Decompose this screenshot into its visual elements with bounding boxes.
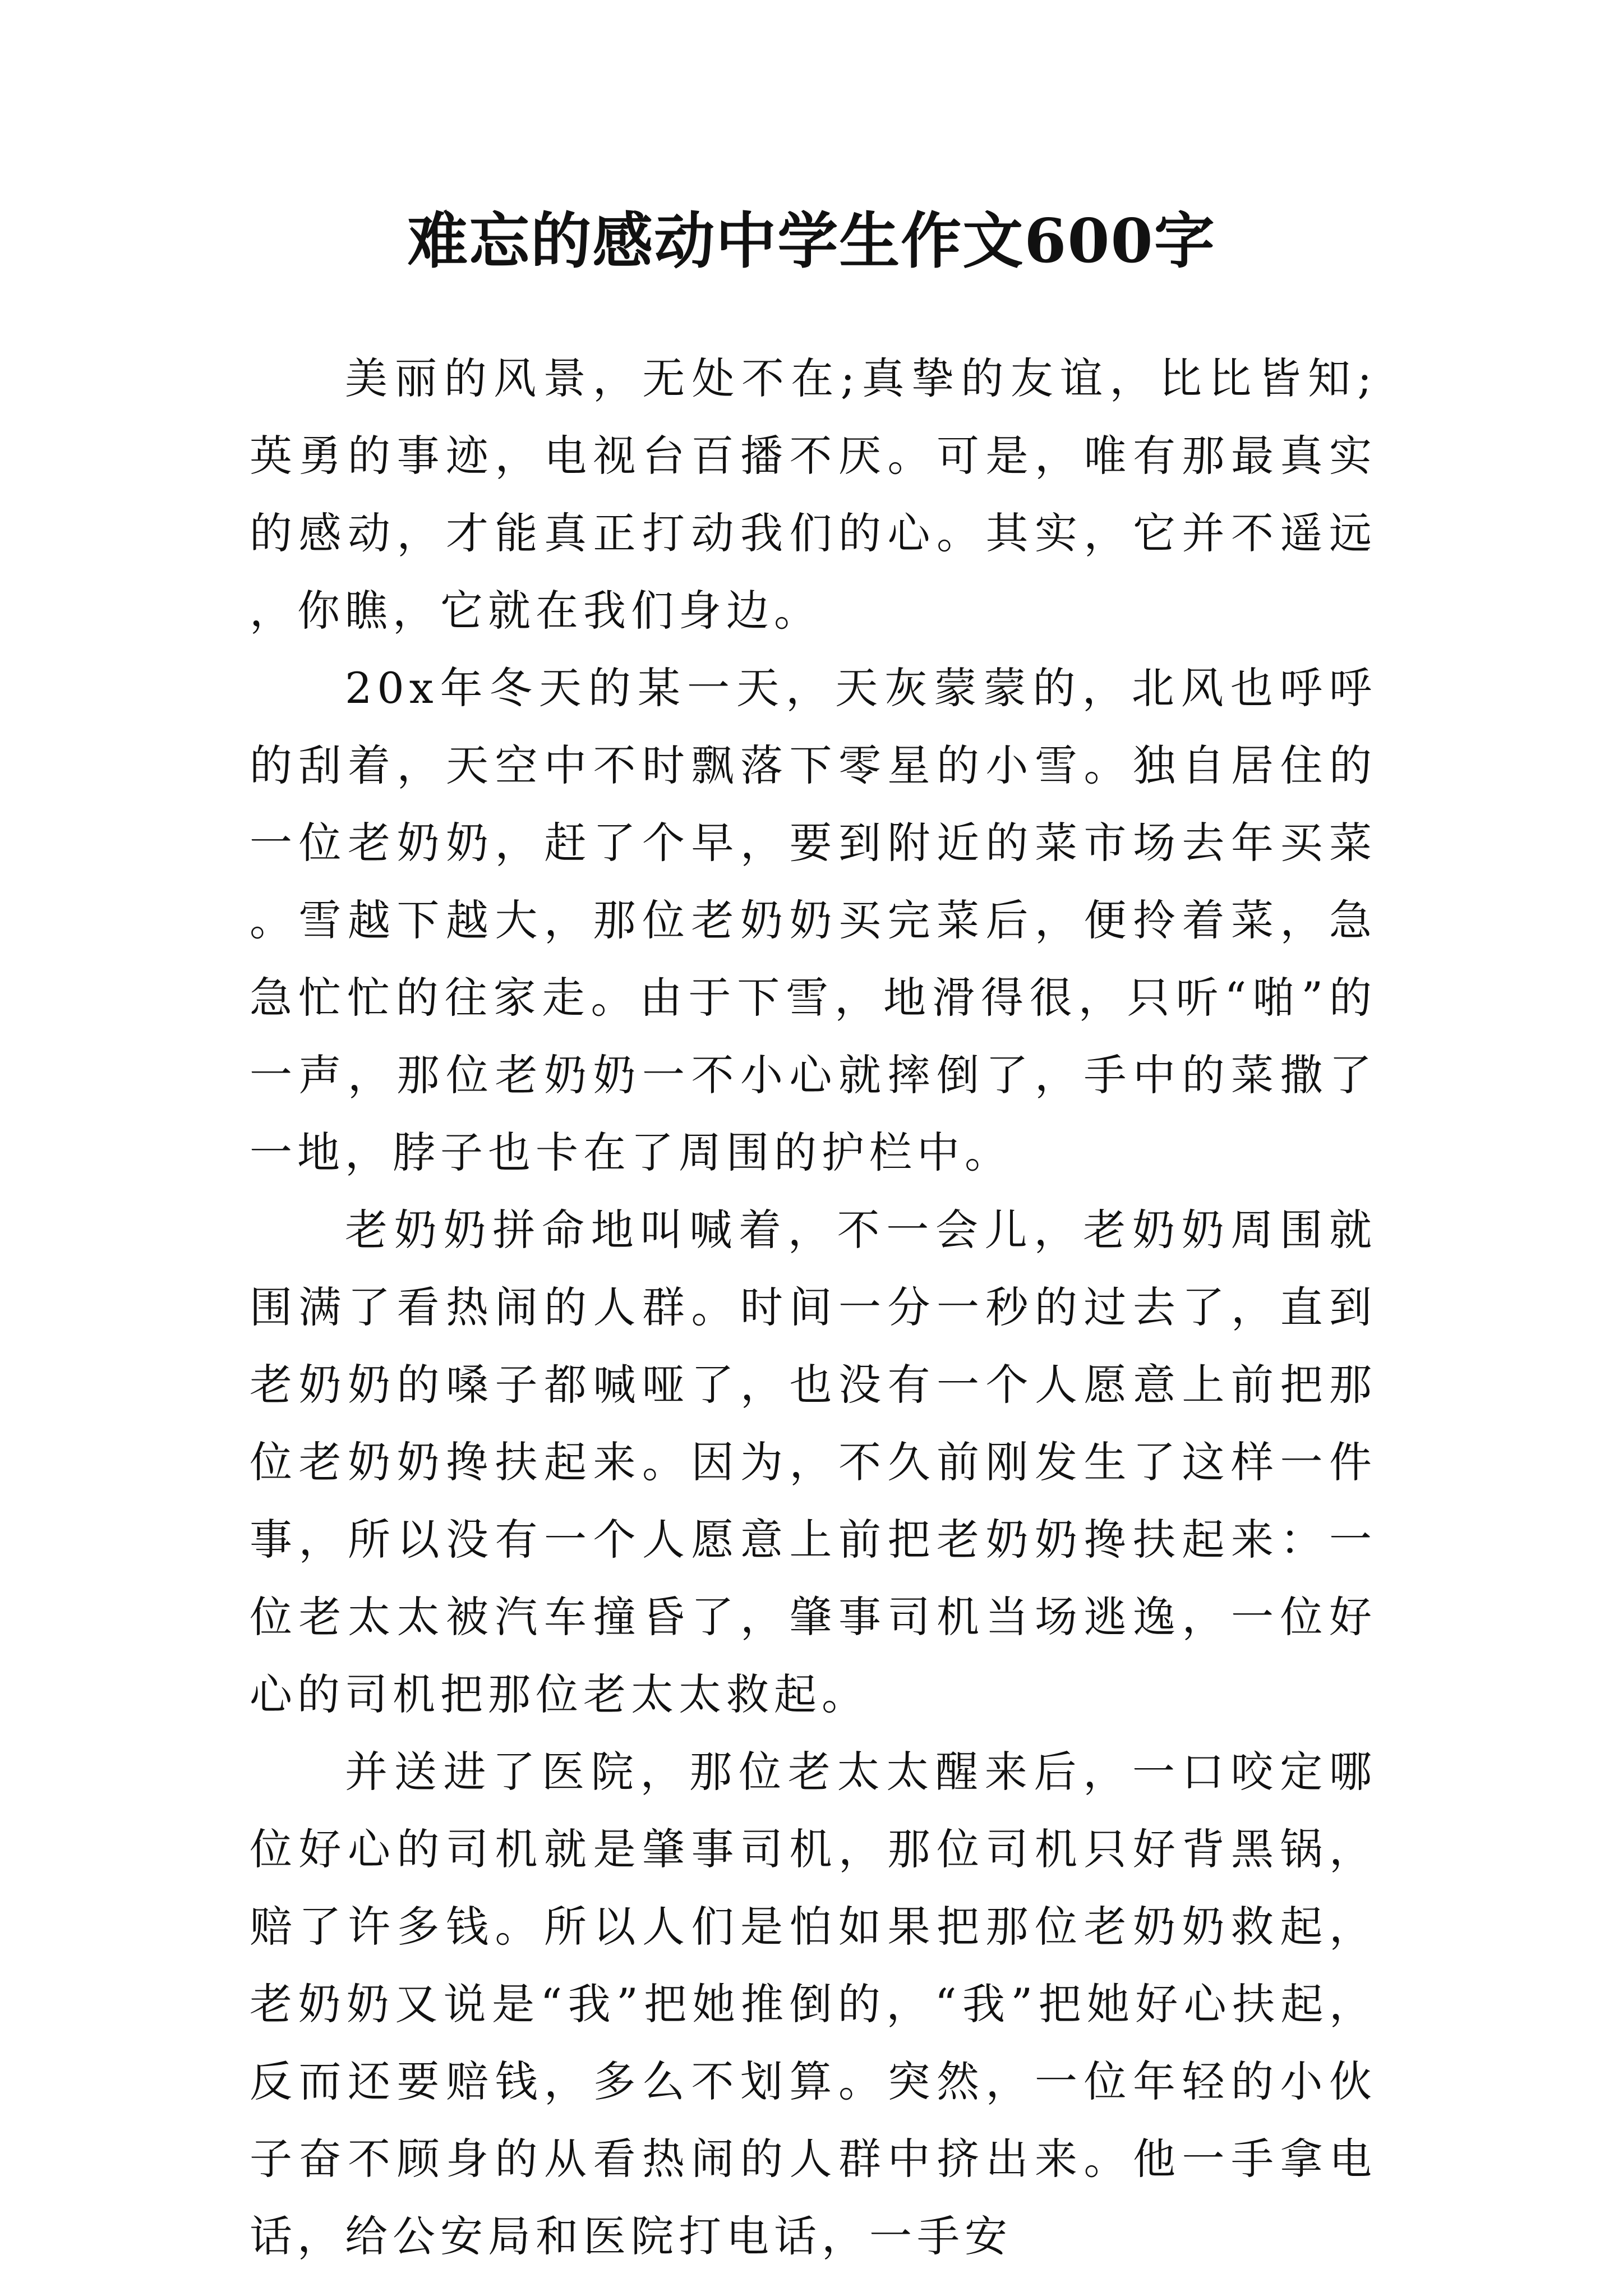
paragraph: 老奶奶拼命地叫喊着，不一会儿，老奶奶周围就围满了看热闹的人群。时间一分一秒的过去了，直到老奶奶的嗓子都喊哑了，也没有一个人愿意上前把那位老奶奶搀扶起来。因为，不久前刚发生了这样一件事，所以没有一个人愿意上前把老奶奶搀扶起来：一位老太太被汽车撞昏了，肇事司机当场逃逸，一位好心的司机把那位老太太救起。: [250, 1205, 1377, 1719]
paragraph: 并送进了医院，那位老太太醒来后，一口咬定哪位好心的司机就是肇事司机，那位司机只好背黑锅，赔了许多钱。所以人们是怕如果把那位老奶奶救起，老奶奶又说是“我”把她推倒的，“我”把她好心扶起，反而还要赔钱，多么不划算。突然，一位年轻的小伙子奋不顾身的从看热闹的人群中挤出来。他一手拿电话，给公安局和医院打电话，一手安: [250, 1747, 1377, 2261]
document-body: [250, 340, 1377, 2275]
paragraph: 20x年冬天的某一天，天灰蒙蒙的，北风也呼呼的刮着，天空中不时飘落下零星的小雪。独自居住的一位老奶奶，赶了个早，要到附近的菜市场去年买菜。雪越下越大，那位老奶奶买完菜后，便拎着菜，急急忙忙的往家走。由于下雪，地滑得很，只听“啪”的一声，那位老奶奶一不小心就摔倒了，手中的菜撒了一地，脖子也卡在了周围的护栏中。: [250, 663, 1377, 1177]
paragraph: 美丽的风景，无处不在;真挚的友谊，比比皆知;英勇的事迹，电视台百播不厌。可是，唯有那最真实的感动，才能真正打动我们的心。其实，它并不遥远，你瞧，它就在我们身边。: [250, 353, 1377, 636]
document-title: 难忘的感动中学生作文600字: [407, 206, 1216, 277]
